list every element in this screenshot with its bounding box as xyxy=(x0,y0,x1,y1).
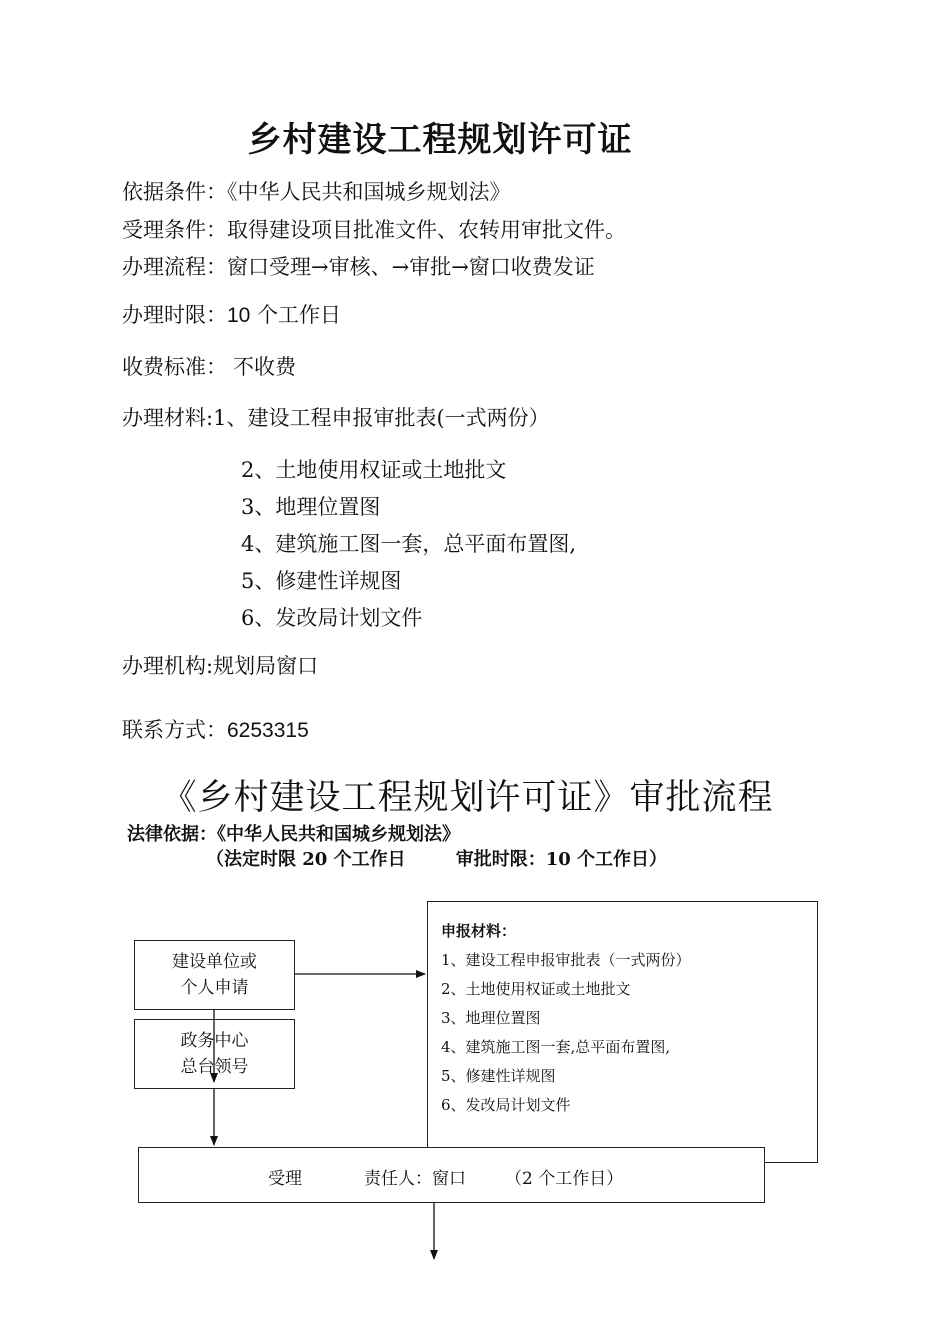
agency-label: 办理机构: xyxy=(122,654,214,678)
flow-title: 《乡村建设工程规划许可证》审批流程 xyxy=(161,778,774,818)
materials-box-item: 4、建筑施工图一套,总平面布置图, xyxy=(441,1038,671,1056)
time-limit-unit: 个工作日 xyxy=(257,303,342,327)
materials-box-heading: 申报材料： xyxy=(441,922,517,940)
materials-item: 3、地理位置图 xyxy=(241,495,381,519)
time-limit-label: 办理时限： xyxy=(122,303,227,327)
process-label: 办理流程： xyxy=(122,255,227,279)
accept-person: 责任人：窗口 xyxy=(364,1169,466,1189)
materials-box-item: 5、修建性详规图 xyxy=(441,1067,556,1085)
accept-duration: （2 个工作日） xyxy=(505,1169,624,1189)
materials-box-item: 2、土地使用权证或土地批文 xyxy=(441,980,631,998)
acceptance-label: 受理条件： xyxy=(122,218,227,242)
fee-value: 不收费 xyxy=(233,355,296,379)
materials-item: 2、土地使用权证或土地批文 xyxy=(241,458,507,482)
basis-label: 依据条件： xyxy=(122,180,227,204)
apply-box-line: 建设单位或 xyxy=(172,952,257,972)
contact-label: 联系方式： xyxy=(122,718,227,742)
flow-law: 法律依据：《中华人民共和国城乡规划法》 xyxy=(127,824,460,845)
materials-item: 5、修建性详规图 xyxy=(241,569,402,593)
process-value: 窗口受理→审核、→审批→窗口收费发证 xyxy=(227,255,595,279)
flow-limits: （法定时限 20 个工作日 审批时限：10 个工作日） xyxy=(206,849,668,870)
fee-label: 收费标准： xyxy=(122,355,227,379)
materials-item: 1、建设工程申报审批表(一式两份） xyxy=(213,406,550,430)
agency-value: 规划局窗口 xyxy=(213,654,319,678)
contact-value: 6253315 xyxy=(227,719,309,742)
service-center-box-line: 政务中心 xyxy=(180,1031,249,1051)
apply-box-line: 个人申请 xyxy=(180,978,249,998)
service-center-box-line: 总台领号 xyxy=(180,1057,249,1077)
materials-label: 办理材料: xyxy=(122,406,214,430)
time-limit-number: 10 xyxy=(227,304,251,327)
accept-step: 受理 xyxy=(268,1169,302,1189)
materials-box-item: 6、发改局计划文件 xyxy=(441,1096,571,1114)
materials-box-item: 1、建设工程申报审批表（一式两份） xyxy=(441,951,691,969)
materials-box-item: 3、地理位置图 xyxy=(441,1009,541,1027)
materials-item: 6、发改局计划文件 xyxy=(241,606,423,630)
acceptance-value: 取得建设项目批准文件、农转用审批文件。 xyxy=(227,218,626,242)
page-title: 乡村建设工程规划许可证 xyxy=(247,120,633,160)
basis-value: 《中华人民共和国城乡规划法》 xyxy=(227,180,511,204)
materials-item: 4、建筑施工图一套，总平面布置图, xyxy=(241,532,577,556)
